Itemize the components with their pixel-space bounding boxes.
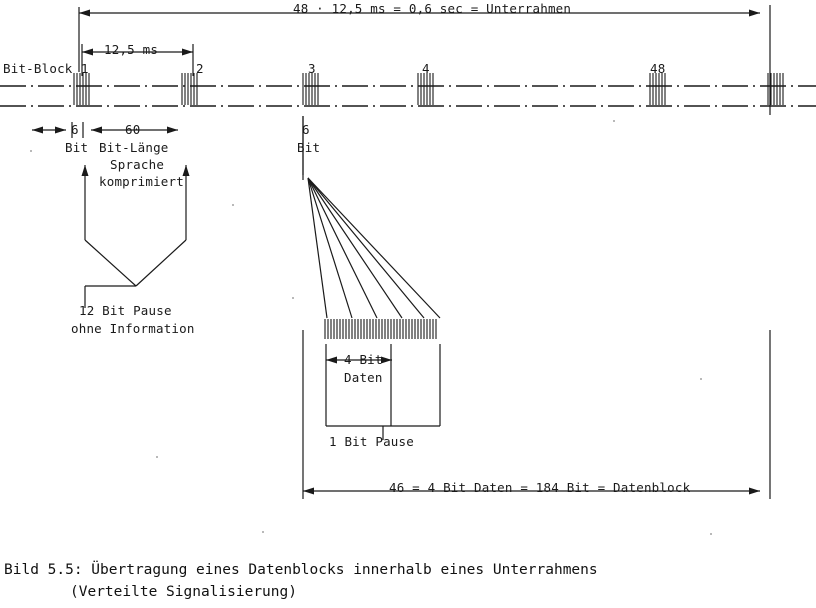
label-4bit-daten-value: 4 Bit [344,352,383,367]
label-6bit-left-value: 6 [71,122,79,137]
figure-caption-line1: Bild 5.5: Übertragung eines Datenblocks innerhalb eines Unterrahmens [4,562,598,578]
bit-burst-group [74,73,783,105]
label-6bit-right-value: 6 [302,122,310,137]
label-block-48: 48 [650,61,666,76]
figure-caption-line2: (Verteilte Signalisierung) [70,584,297,600]
label-block-2: 2 [196,61,204,76]
scan-speck [232,204,234,206]
label-bit-block: Bit-Block [3,61,73,76]
scan-speck [156,456,158,458]
label-datenblock: 46 = 4 Bit Daten = 184 Bit = Datenblock [389,480,691,495]
label-block-4: 4 [422,61,430,76]
label-6bit-left-unit: Bit [65,140,89,155]
scan-speck [613,120,615,122]
scan-speck [700,378,702,380]
label-block-3: 3 [308,61,316,76]
label-pause-no-info: ohne Information [71,321,195,336]
expanded-data-burst [325,319,436,339]
label-60bit-compressed: komprimiert [99,174,184,189]
label-60bit-value: 60 [125,122,141,137]
scan-speck [30,150,32,152]
scan-speck [292,297,294,299]
label-pause-bits: 12 Bit Pause [79,303,172,318]
scan-speck [262,531,264,533]
label-one-bit-pause: 1 Bit Pause [329,434,414,449]
label-4bit-daten-unit: Daten [344,370,383,385]
label-60bit-speech: Sprache [110,157,165,172]
label-60bit-length: Bit-Länge [99,140,169,155]
label-subframe-duration: 48 · 12,5 ms = 0,6 sec = Unterrahmen [293,1,572,16]
label-slot-duration: 12,5 ms [104,42,159,57]
scan-speck [710,533,712,535]
label-block-1: 1 [81,61,89,76]
label-6bit-right-unit: Bit [297,140,321,155]
